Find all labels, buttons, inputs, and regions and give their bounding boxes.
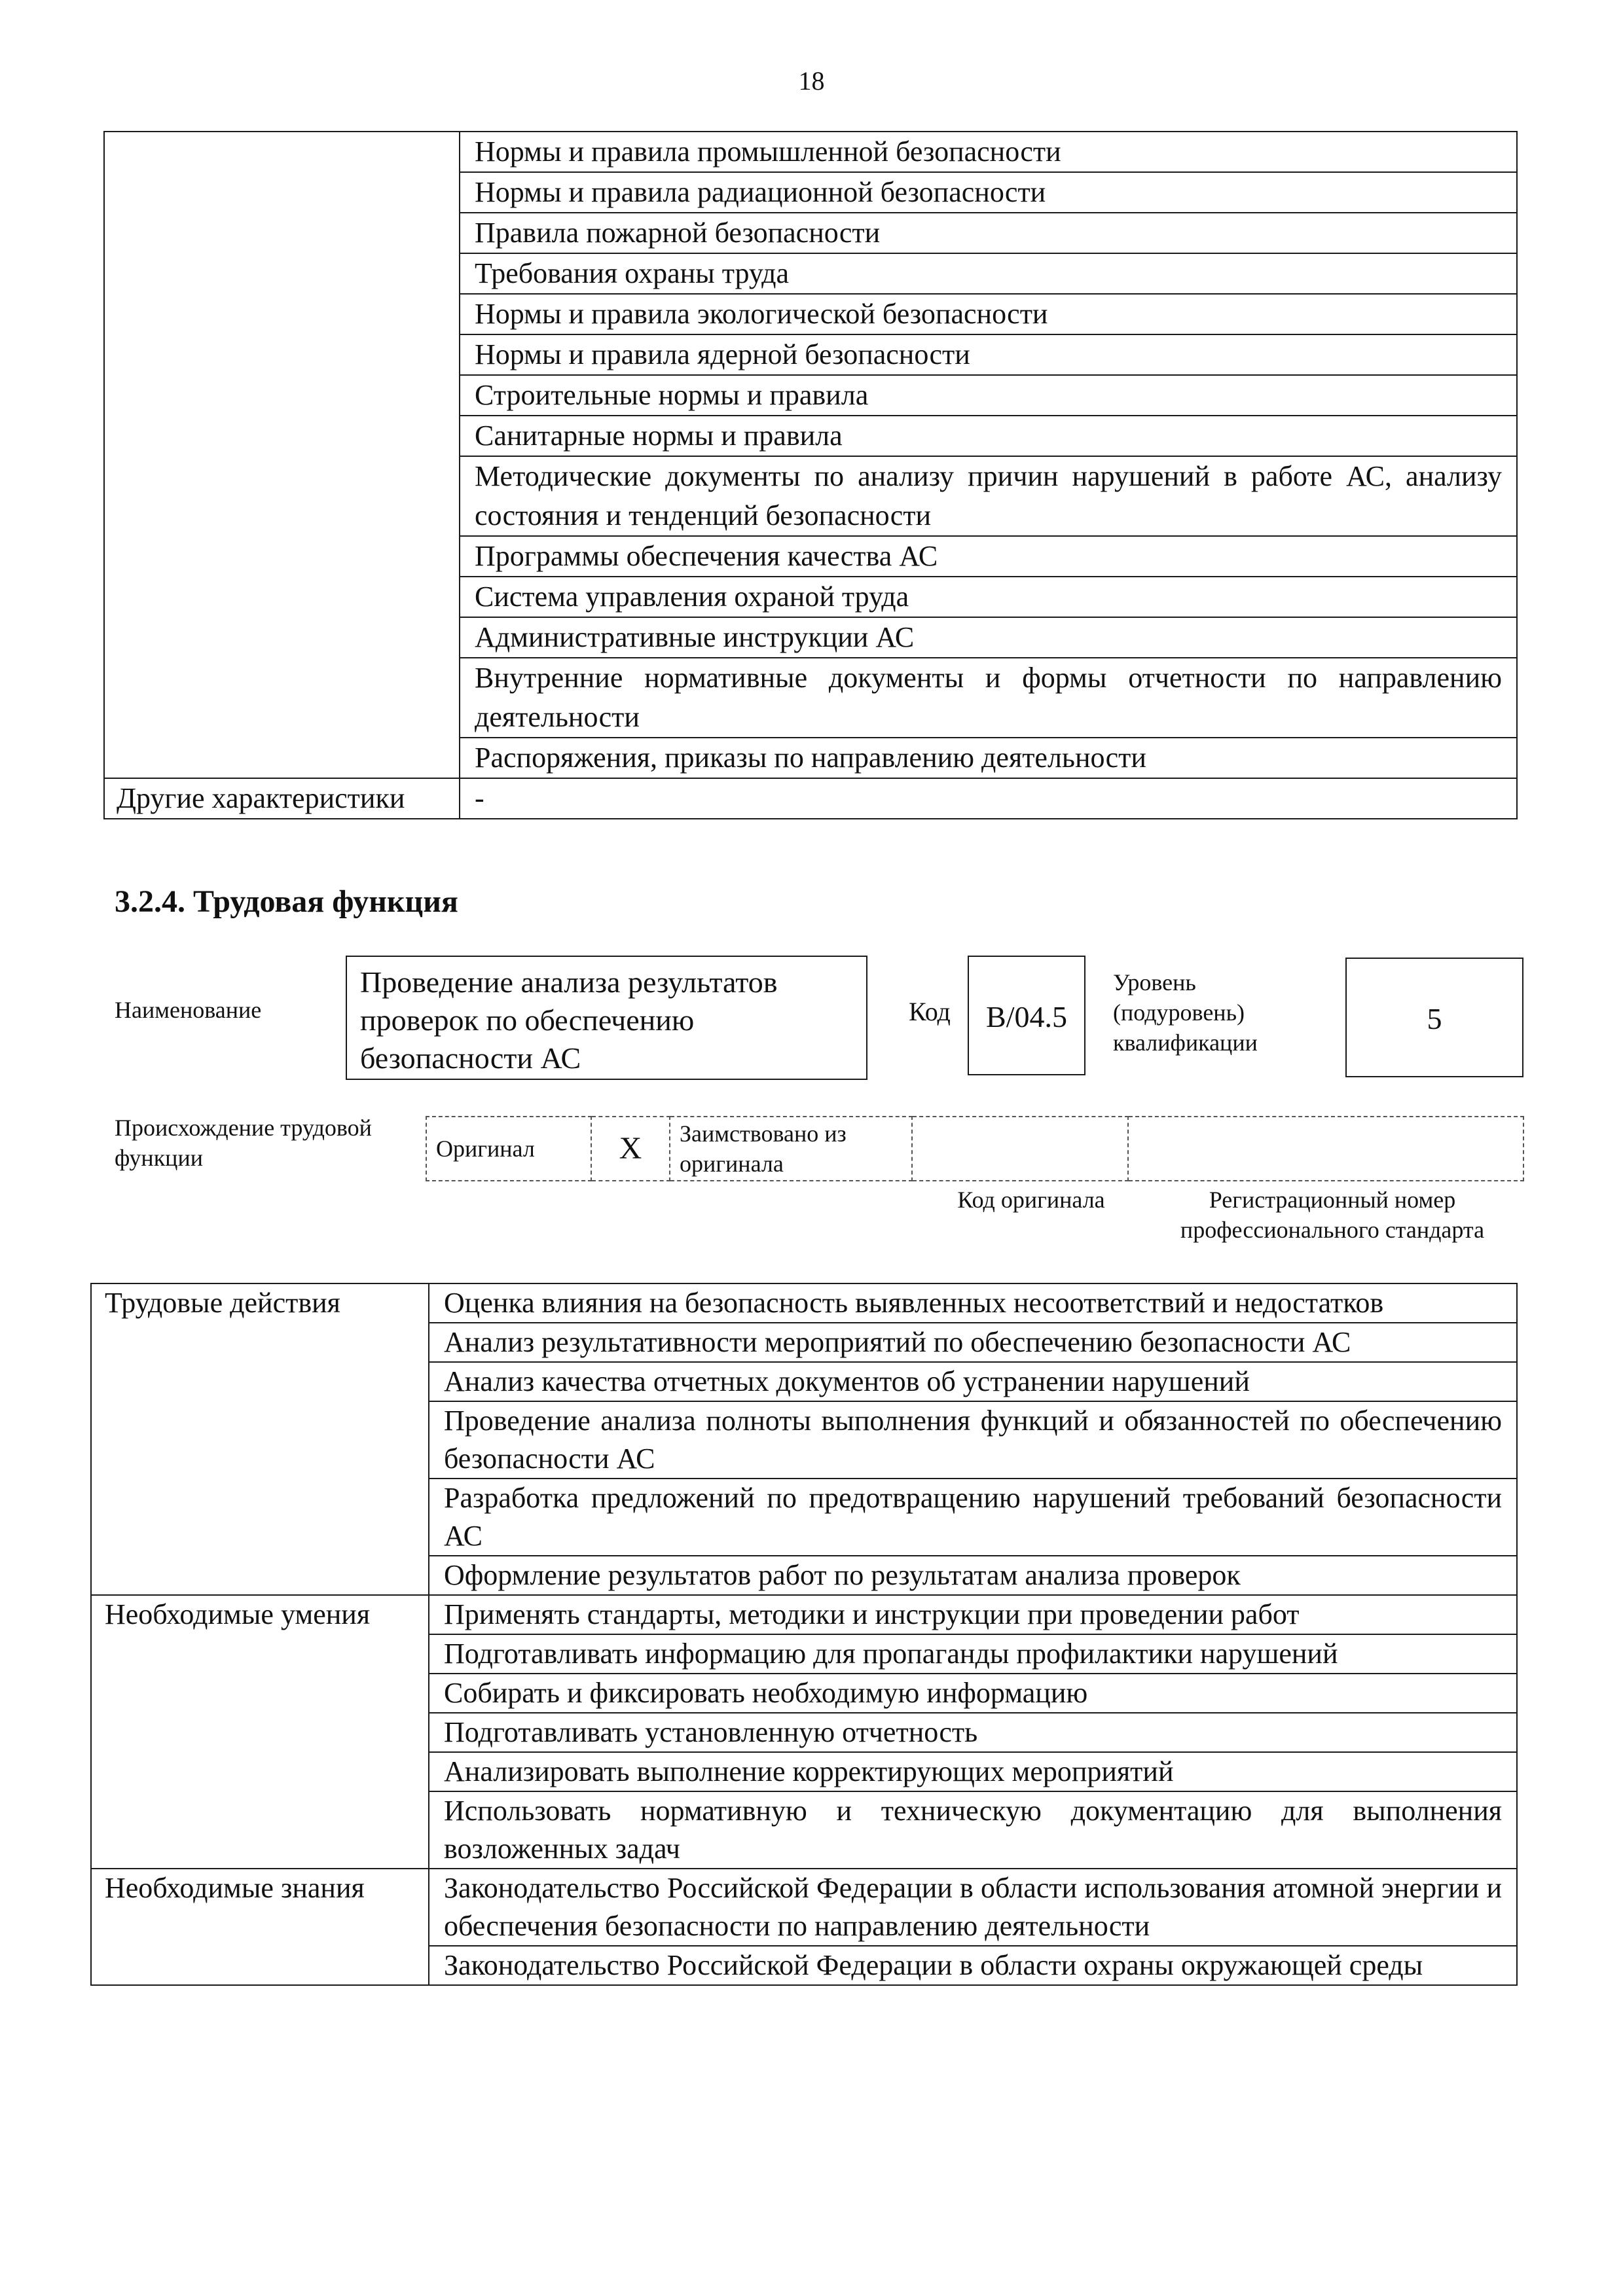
table-cell: Требования охраны труда	[460, 253, 1517, 294]
table-cell: Распоряжения, приказы по направлению деятельности	[460, 738, 1517, 778]
knowledge-label: Необходимые знания	[91, 1869, 429, 1985]
borrowed-label: Заимствовано из оригинала	[670, 1117, 912, 1181]
table-cell: Законодательство Российской Федерации в области использования атомной энергии и обеспечения безопасности по направлению деятельности	[429, 1869, 1517, 1946]
table-cell: Применять стандарты, методики и инструкции при проведении работ	[429, 1595, 1517, 1634]
original-code-cell	[912, 1117, 1128, 1181]
table-cell: Правила пожарной безопасности	[460, 213, 1517, 253]
function-table	[90, 1283, 1518, 1986]
table-cell: Законодательство Российской Федерации в области охраны окружающей среды	[429, 1946, 1517, 1985]
table-cell: Методические документы по анализу причин нарушений в работе АС, анализу состояния и тенденций безопасности	[460, 456, 1517, 536]
other-characteristics-value: -	[460, 778, 1517, 819]
original-code-caption: Код оригинала	[957, 1187, 1105, 1213]
table-row	[104, 778, 1517, 819]
table-cell: Нормы и правила ядерной безопасности	[460, 334, 1517, 375]
level-box: 5	[1345, 958, 1523, 1077]
table-cell: Нормы и правила радиационной безопасности	[460, 172, 1517, 213]
table-cell: Нормы и правила промышленной безопасности	[460, 132, 1517, 172]
table-cell: Оформление результатов работ по результатам анализа проверок	[429, 1556, 1517, 1595]
table-row	[91, 1595, 1517, 1634]
skills-label: Необходимые умения	[91, 1595, 429, 1869]
table-cell: Санитарные нормы и правила	[460, 416, 1517, 456]
table-row	[104, 132, 1517, 172]
table-cell: Административные инструкции АС	[460, 617, 1517, 658]
table-cell: Нормы и правила экологической безопасности	[460, 294, 1517, 334]
table-row	[91, 1869, 1517, 1946]
table-cell: Подготавливать установленную отчетность	[429, 1713, 1517, 1752]
origin-table	[426, 1116, 1524, 1181]
origin-label: Происхождение трудовой функции	[115, 1115, 372, 1171]
level-label: Уровень (подуровень) квалификации	[1113, 969, 1258, 1056]
name-box: Проведение анализа результатов проверок по обеспечению безопасности АС	[346, 956, 867, 1080]
original-mark: X	[591, 1117, 670, 1181]
actions-label: Трудовые действия	[91, 1283, 429, 1595]
table-cell: Оценка влияния на безопасность выявленных несоответствий и недостатков	[429, 1283, 1517, 1323]
code-label: Код	[909, 997, 951, 1026]
table-cell: Анализ качества отчетных документов об устранении нарушений	[429, 1362, 1517, 1401]
other-characteristics-label: Другие характеристики	[104, 778, 460, 819]
reg-number-caption: Регистрационный номер профессионального стандарта	[1180, 1187, 1485, 1243]
table-cell: Программы обеспечения качества АС	[460, 536, 1517, 577]
table-cell: Подготавливать информацию для пропаганды профилактики нарушений	[429, 1634, 1517, 1674]
name-label: Наименование	[115, 997, 262, 1023]
table-cell: Анализ результативности мероприятий по обеспечению безопасности АС	[429, 1323, 1517, 1362]
empty-label-cell	[104, 132, 460, 778]
table-cell: Собирать и фиксировать необходимую информацию	[429, 1674, 1517, 1713]
table-row	[91, 1283, 1517, 1323]
section-heading: 3.2.4. Трудовая функция	[115, 884, 458, 919]
original-label: Оригинал	[426, 1117, 591, 1181]
table-cell: Внутренние нормативные документы и формы отчетности по направлению деятельности	[460, 658, 1517, 738]
table-cell: Строительные нормы и правила	[460, 375, 1517, 416]
table-cell: Использовать нормативную и техническую документацию для выполнения возложенных задач	[429, 1791, 1517, 1869]
reg-number-cell	[1128, 1117, 1523, 1181]
table-row	[426, 1117, 1523, 1181]
page-number: 18	[798, 66, 825, 96]
table-cell: Анализировать выполнение корректирующих мероприятий	[429, 1752, 1517, 1791]
table-cell: Разработка предложений по предотвращению нарушений требований безопасности АС	[429, 1479, 1517, 1556]
code-box: B/04.5	[968, 956, 1085, 1075]
table-cell: Проведение анализа полноты выполнения функций и обязанностей по обеспечению безопасности АС	[429, 1401, 1517, 1479]
table-cell: Система управления охраной труда	[460, 577, 1517, 617]
continuation-table	[103, 131, 1518, 819]
